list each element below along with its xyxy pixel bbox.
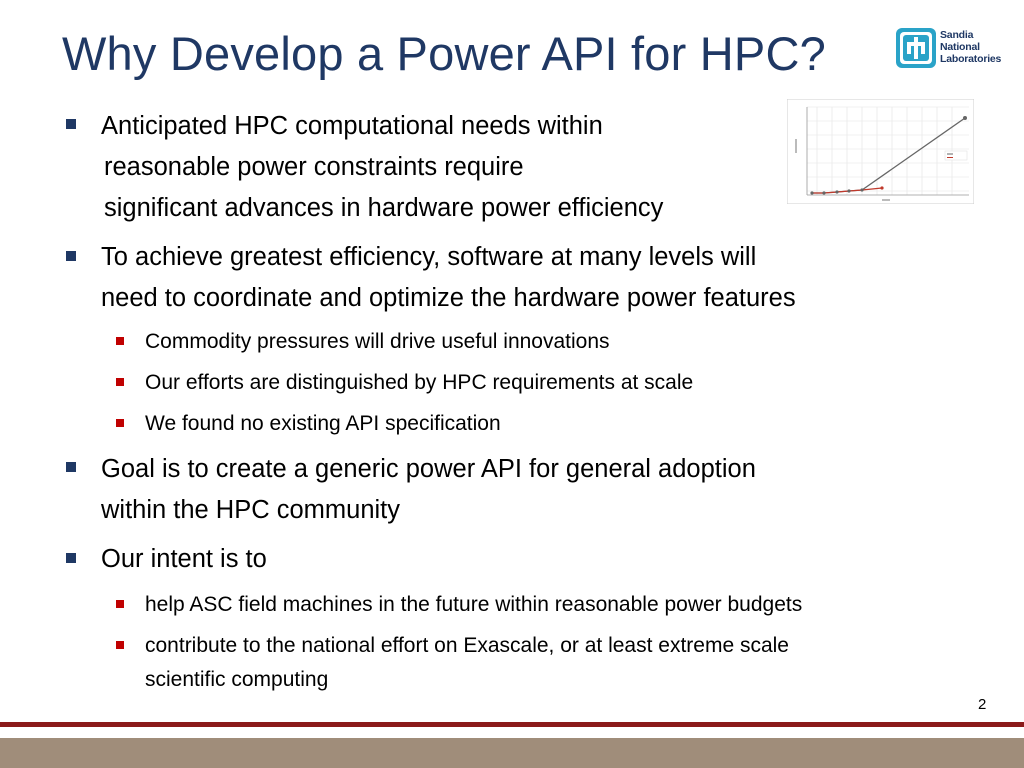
slide-title: Why Develop a Power API for HPC?	[62, 27, 826, 80]
logo-line: Sandia	[940, 29, 974, 41]
sub-bullet-text: scientific computing	[145, 668, 329, 691]
bullet-text: Goal is to create a generic power API for general adoption	[101, 455, 756, 483]
sub-bullet-text: Commodity pressures will drive useful innovations	[145, 330, 610, 353]
footer-rule	[0, 722, 1024, 727]
bullet-text: Our intent is to	[101, 545, 267, 573]
bullet-marker	[66, 553, 76, 563]
sub-bullet-marker	[116, 600, 124, 608]
bullet-marker	[66, 462, 76, 472]
power-trend-chart-thumbnail	[787, 99, 974, 204]
bullet-text: need to coordinate and optimize the hardware power features	[101, 284, 796, 312]
footer-band	[0, 738, 1024, 768]
sub-bullet-text: We found no existing API specification	[145, 412, 501, 435]
sub-bullet-text: help ASC field machines in the future within reasonable power budgets	[145, 593, 803, 616]
sub-bullet-marker	[116, 419, 124, 427]
sub-bullet-marker	[116, 378, 124, 386]
bullet-text: significant advances in hardware power efficiency	[104, 194, 664, 222]
logo-line: National	[940, 41, 980, 53]
bullet-text: reasonable power constraints require	[104, 153, 524, 181]
sub-bullet-text: contribute to the national effort on Exascale, or at least extreme scale	[145, 634, 789, 657]
sub-bullet-text: Our efforts are distinguished by HPC requirements at scale	[145, 371, 694, 394]
bullet-text: To achieve greatest efficiency, software at many levels will	[101, 243, 757, 271]
bullet-text: within the HPC community	[101, 496, 401, 524]
sub-bullet-marker	[116, 641, 124, 649]
sub-bullet-marker	[116, 337, 124, 345]
bullet-marker	[66, 251, 76, 261]
page-number: 2	[978, 696, 987, 713]
bullet-marker	[66, 119, 76, 129]
bullet-text: Anticipated HPC computational needs within	[101, 112, 603, 140]
logo-line: Laboratories	[940, 53, 1002, 65]
